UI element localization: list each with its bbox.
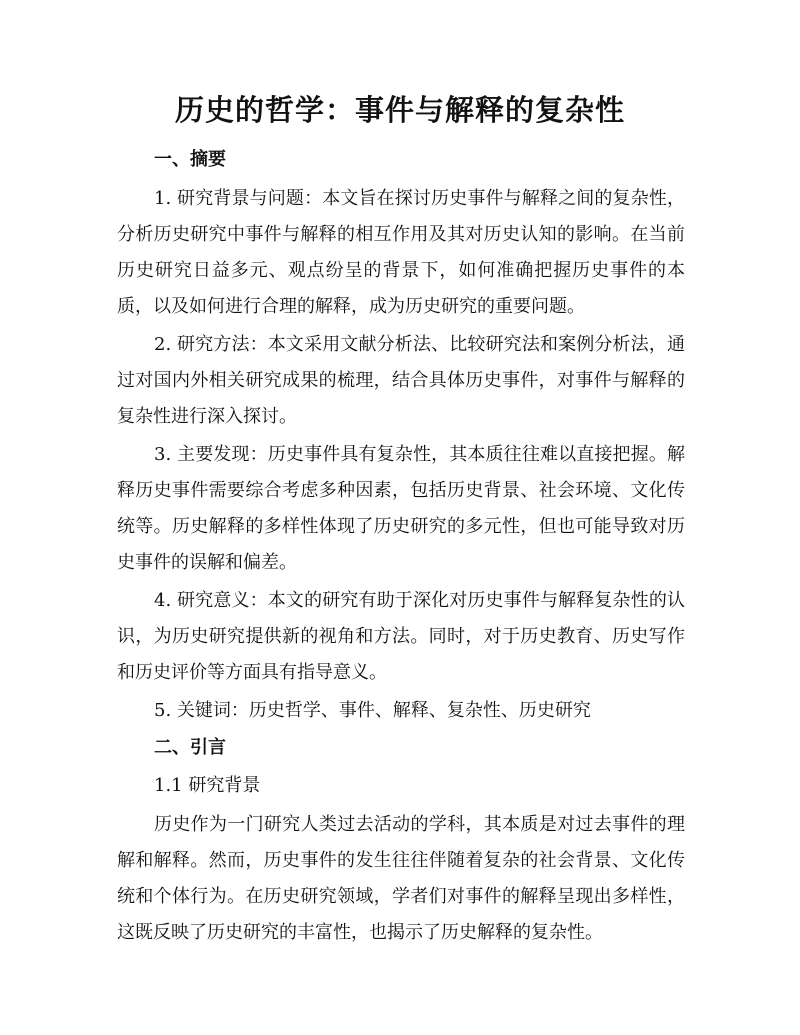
subsection-heading-background: 1.1 研究背景 xyxy=(154,775,261,796)
section-heading-abstract: 一、摘要 xyxy=(154,149,226,170)
document-title: 历史的哲学：事件与解释的复杂性 xyxy=(174,93,625,127)
introduction-paragraph: 历史作为一门研究人类过去活动的学科，其本质是对过去事件的理解和解释。然而，历史事件的发生往往伴随着复杂的社会背景、文化传统和个体行为。在历史研究领域，学者们对事件的解释呈现出多样性，这既反映了历史研究的丰富性，也揭示了历史解释的复杂性。 xyxy=(117,814,685,943)
abstract-paragraph-findings: 3. 主要发现：历史事件具有复杂性，其本质往往难以直接把握。解释历史事件需要综合考虑多种因素，包括历史背景、社会环境、文化传统等。历史解释的多样性体现了历史研究的多元性，但也可能导致对历史事件的误解和偏差。 xyxy=(117,444,685,573)
document-body xyxy=(117,143,685,953)
abstract-paragraph-background: 1. 研究背景与问题：本文旨在探讨历史事件与解释之间的复杂性，分析历史研究中事件与解释的相互作用及其对历史认知的影响。在当前历史研究日益多元、观点纷呈的背景下，如何准确把握历史事件的本质，以及如何进行合理的解释，成为历史研究的重要问题。 xyxy=(117,188,685,317)
abstract-paragraph-keywords: 5. 关键词：历史哲学、事件、解释、复杂性、历史研究 xyxy=(154,700,591,721)
abstract-paragraph-significance: 4. 研究意义：本文的研究有助于深化对历史事件与解释复杂性的认识，为历史研究提供新的视角和方法。同时，对于历史教育、历史写作和历史评价等方面具有指导意义。 xyxy=(117,590,685,683)
section-heading-introduction: 二、引言 xyxy=(154,737,226,758)
abstract-paragraph-method: 2. 研究方法：本文采用文献分析法、比较研究法和案例分析法，通过对国内外相关研究成果的梳理，结合具体历史事件，对事件与解释的复杂性进行深入探讨。 xyxy=(117,334,685,427)
